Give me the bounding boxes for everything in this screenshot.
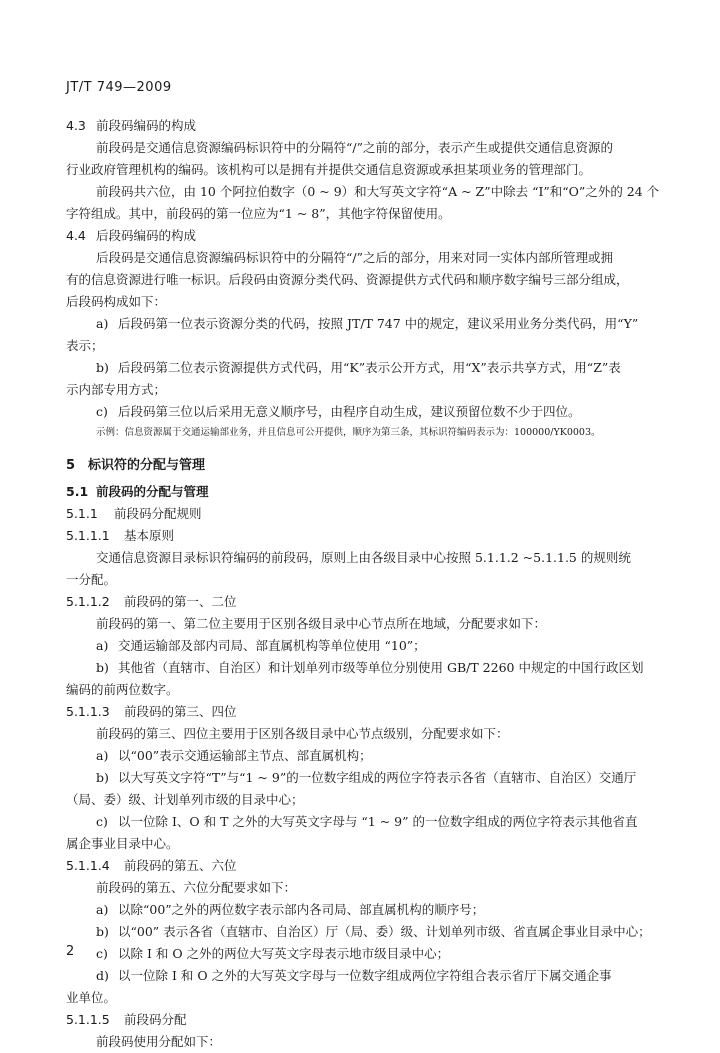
paragraph-continuation (66, 159, 656, 181)
list-item (66, 401, 656, 423)
clause-number: 5.1.1.4 (66, 858, 110, 873)
line-text: 示内部专用方式； (66, 382, 167, 397)
list-item (66, 313, 656, 335)
clause-number: 4.3 (66, 118, 86, 133)
paragraph-line (66, 181, 660, 203)
clause-number: 5.1.1.5 (66, 1012, 110, 1027)
clause-heading (66, 225, 656, 247)
clause-number: 5 (66, 458, 76, 473)
list-item (66, 965, 656, 987)
paragraph-line (66, 547, 656, 569)
clause-heading (66, 855, 656, 877)
clause-number: 5.1.1.2 (66, 594, 110, 609)
clause-number: 5.1.1.1 (66, 528, 110, 543)
list-label: c) (96, 404, 108, 419)
line-text: 前段码使用分配如下： (96, 1034, 222, 1049)
line-text: 前段码的第一、第二位主要用于区别各级目录中心节点所在地域，分配要求如下： (96, 616, 547, 631)
line-text: 前段码的第三、四位 (124, 704, 237, 719)
line-text: 后段码第一位表示资源分类的代码，按照 JT/T 747 中的规定，建议采用业务分类代码，用“Y” (118, 316, 639, 331)
clause-number: 4.4 (66, 228, 86, 243)
paragraph-line (66, 613, 656, 635)
paragraph-continuation (66, 987, 656, 1009)
line-text: 前段码是交通信息资源编码标识符中的分隔符“/”之前的部分，表示产生或提供交通信息资源的 (96, 140, 613, 155)
paragraph-continuation (66, 679, 656, 701)
line-text: 前段码编码的构成 (96, 118, 197, 133)
line-text: 前段码共六位，由 10 个阿拉伯数字（0 ~ 9）和大写英文字符“A ~ Z”中除去 “I”和“O”之外的 24 个 (96, 184, 660, 199)
list-label: b) (96, 360, 109, 375)
list-label: a) (96, 316, 109, 331)
list-item (66, 635, 656, 657)
paragraph-continuation (66, 569, 656, 591)
list-label: c) (96, 814, 108, 829)
list-item (66, 921, 656, 943)
clause-heading (66, 701, 656, 723)
line-text: 编码的前两位数字。 (66, 682, 179, 697)
paragraph-continuation (66, 833, 656, 855)
line-text: 前段码的第一、二位 (124, 594, 237, 609)
line-text: 表示； (66, 338, 104, 353)
standard-number-header: JT/T 749—2009 (66, 80, 172, 95)
line-text: 其他省（直辖市、自治区）和计划单列市级等单位分别使用 GB/T 2260 中规定的中国行政区划 (118, 660, 644, 675)
line-text: （局、委）级、计划单列市级的目录中心； (66, 792, 304, 807)
list-label: d) (96, 968, 109, 983)
list-item (66, 657, 656, 679)
paragraph-line (66, 877, 656, 899)
paragraph-continuation (66, 379, 656, 401)
line-text: 后段码第三位以后采用无意义顺序号，由程序自动生成，建议预留位数不少于四位。 (118, 404, 581, 419)
line-text: 后段码是交通信息资源编码标识符中的分隔符“/”之后的部分，用来对同一实体内部所管理或拥 (96, 250, 613, 265)
list-label: b) (96, 660, 109, 675)
list-label: a) (96, 902, 109, 917)
clause-number: 5.1 (66, 484, 89, 499)
paragraph-continuation (66, 203, 656, 225)
document-body (66, 115, 660, 1053)
clause-heading (66, 591, 656, 613)
subsection-heading (66, 481, 656, 503)
line-text: 字符组成。其中，前段码的第一位应为“1 ~ 8”，其他字符保留使用。 (66, 206, 451, 221)
list-item (66, 745, 656, 767)
list-label: a) (96, 748, 109, 763)
line-text: 基本原则 (124, 528, 175, 543)
line-text: 前段码的第五、六位分配要求如下： (96, 880, 297, 895)
list-item (66, 767, 656, 789)
line-text: 以除“00”之外的两位数字表示部内各司局、部直属机构的顺序号； (118, 902, 485, 917)
clause-heading (66, 1009, 656, 1031)
line-text: 以一位除 I、O 和 T 之外的大写英文字母与 “1 ~ 9” 的一位数字组成的两位字符表示其他省直 (118, 814, 638, 829)
paragraph-line (66, 137, 656, 159)
paragraph-continuation (66, 269, 656, 291)
line-text: 前段码分配规则 (114, 506, 202, 521)
paragraph-continuation (66, 291, 656, 313)
list-item (66, 899, 656, 921)
clause-heading (66, 525, 656, 547)
clause-heading (66, 503, 656, 525)
line-text: 以“00”表示交通运输部主节点、部直属机构； (118, 748, 372, 763)
line-text: 标识符的分配与管理 (88, 458, 206, 473)
list-label: c) (96, 946, 108, 961)
example-note (66, 423, 656, 443)
line-text: 示例：信息资源属于交通运输部业务，并且信息可公开提供，顺序为第三条，其标识符编码表示为：100000/YK0003。 (96, 427, 601, 438)
line-text: 交通信息资源目录标识符编码的前段码，原则上由各级目录中心按照 5.1.1.2 ~5.1.1.5 的规则统 (96, 550, 631, 565)
page-number: 2 (66, 944, 75, 959)
paragraph-line (66, 1031, 656, 1053)
line-text: 后段码第二位表示资源提供方式代码，用“K”表示公开方式，用“X”表示共享方式，用“Z”表 (118, 360, 621, 375)
clause-number: 5.1.1.3 (66, 704, 110, 719)
paragraph-continuation (66, 789, 656, 811)
list-label: b) (96, 770, 109, 785)
list-label: a) (96, 638, 109, 653)
line-text: 行业政府管理机构的编码。该机构可以是拥有并提供交通信息资源或承担某项业务的管理部门。 (66, 162, 592, 177)
section-heading (66, 455, 656, 477)
clause-number: 5.1.1 (66, 506, 98, 521)
line-text: 前段码的第三、四位主要用于区别各级目录中心节点级别，分配要求如下： (96, 726, 509, 741)
list-label: b) (96, 924, 109, 939)
line-text: 后段码构成如下： (66, 294, 167, 309)
line-text: 属企事业目录中心。 (66, 836, 179, 851)
paragraph-line (66, 723, 656, 745)
line-text: 有的信息资源进行唯一标识。后段码由资源分类代码、资源提供方式代码和顺序数字编号三部分组成， (66, 272, 629, 287)
line-text: 以“00” 表示各省（直辖市、自治区）厅（局、委）级、计划单列市级、省直属企事业目录中心； (118, 924, 651, 939)
line-text: 以大写英文字符“T”与“1 ~ 9”的一位数字组成的两位字符表示各省（直辖市、自治区）交通厅 (118, 770, 637, 785)
line-text: 前段码的第五、六位 (124, 858, 237, 873)
line-text: 后段码编码的构成 (96, 228, 197, 243)
line-text: 一分配。 (66, 572, 117, 587)
list-item (66, 811, 656, 833)
paragraph-continuation (66, 335, 656, 357)
line-text: 以一位除 I 和 O 之外的大写英文字母与一位数字组成两位字符组合表示省厅下属交通企事 (118, 968, 612, 983)
line-text: 交通运输部及部内司局、部直属机构等单位使用 “10”； (118, 638, 426, 653)
line-text: 前段码的分配与管理 (96, 484, 209, 499)
list-item (66, 943, 656, 965)
line-text: 以除 I 和 O 之外的两位大写英文字母表示地市级目录中心； (118, 946, 450, 961)
list-item (66, 357, 656, 379)
clause-heading (66, 115, 656, 137)
line-text: 前段码分配 (124, 1012, 187, 1027)
paragraph-line (66, 247, 656, 269)
line-text: 业单位。 (66, 990, 117, 1005)
